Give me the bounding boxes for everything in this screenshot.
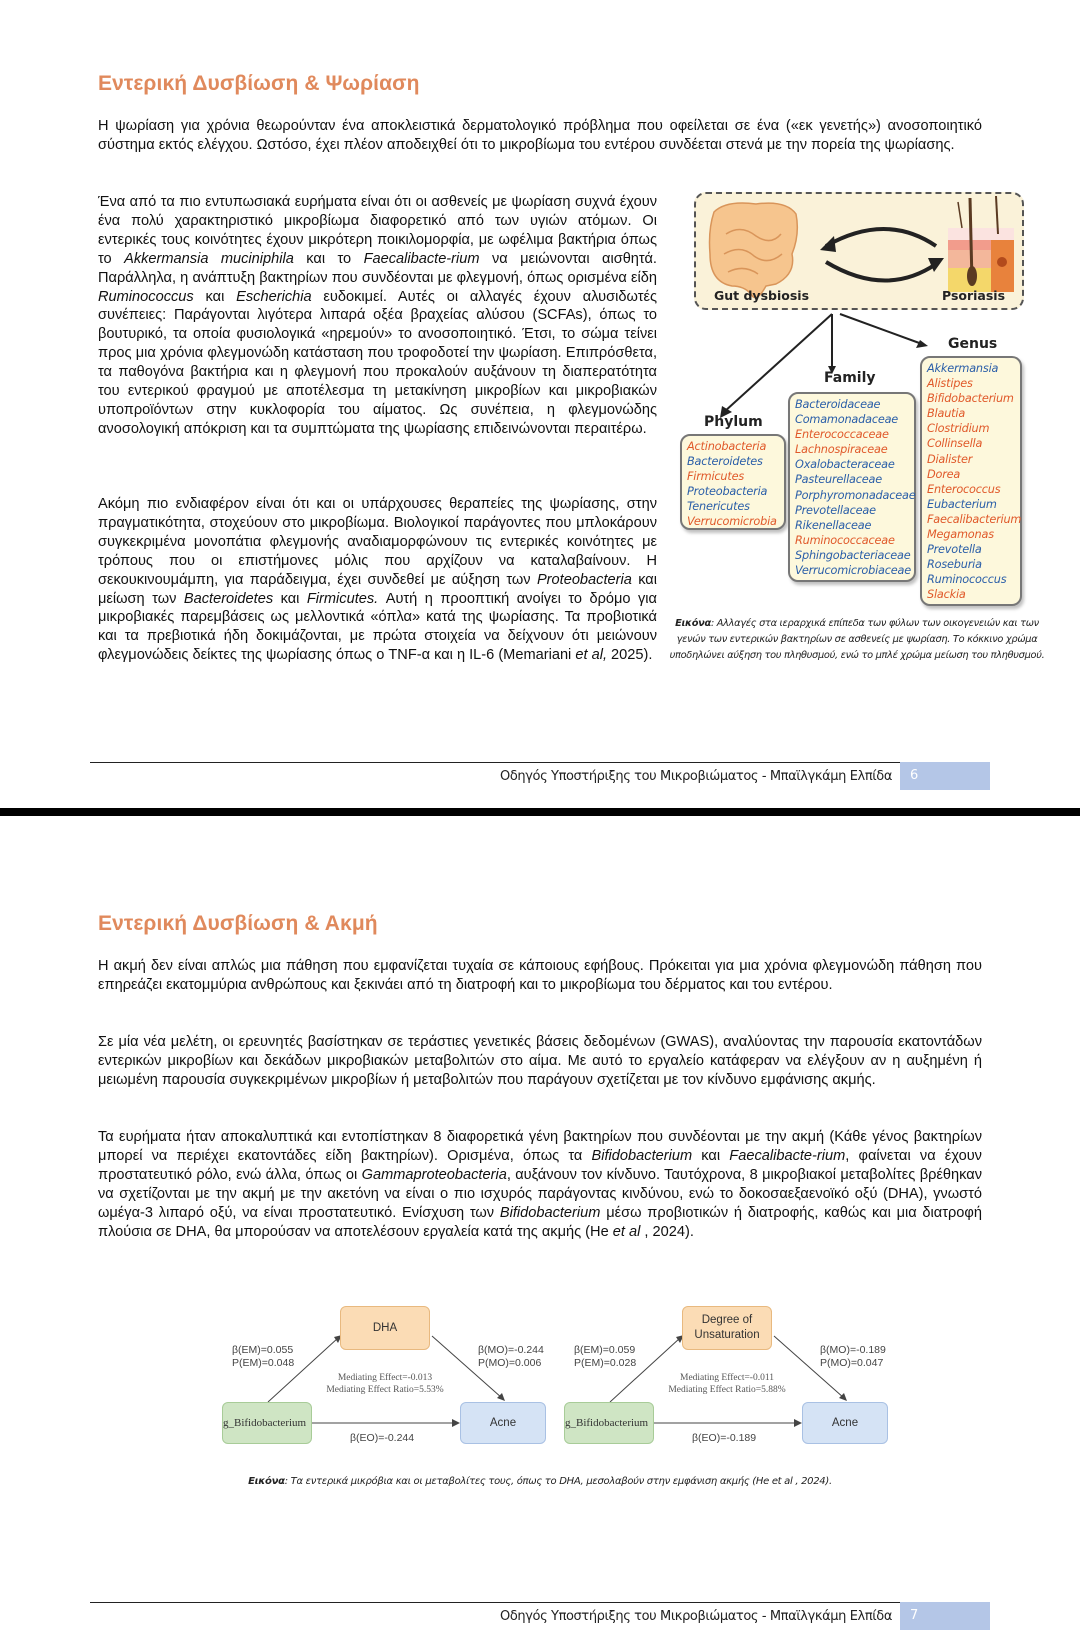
family-item: Pasteurellaceae — [795, 473, 882, 487]
mediator-node: DHA — [340, 1306, 430, 1350]
family-item: Prevotellaceae — [795, 503, 876, 517]
phylum-item: Firmicutes — [687, 470, 745, 484]
family-title: Family — [824, 370, 876, 386]
phylum-item: Bacteroidetes — [687, 455, 763, 469]
family-item: Verrucomicrobiaceae — [795, 564, 911, 578]
p-mo: P(MO)=0.006 — [478, 1357, 542, 1369]
family-item: Enterococcaceae — [795, 428, 889, 442]
page-separator — [0, 808, 1080, 816]
section-heading-acne: Εντερική Δυσβίωση & Ακμή — [98, 912, 378, 935]
mediation-diagram-dha — [220, 1306, 550, 1446]
mediation-diagram-unsaturation — [562, 1306, 892, 1446]
beta-eo: β(EO)=-0.244 — [350, 1432, 415, 1444]
footer-title: Οδηγός Υποστήριξης του Μικροβιώματος - Μπαϊλγκάμη Ελπίδα — [500, 1609, 892, 1624]
genus-item: Collinsella — [927, 437, 983, 451]
genus-title: Genus — [948, 336, 998, 352]
beta-mo: β(MO)=-0.244 — [478, 1344, 544, 1356]
acne-paragraph-1: Η ακμή δεν είναι απλώς μια πάθηση που εμφανίζεται τυχαία σε κάποιους εφήβους. Πρόκειται για μια χρόνια φλεγμονώδη πάθηση που επηρεάζει εκατομμύρια ανθρώπους και ξεκινάει από τη διατροφή και το μικροβίωμα του δέρματος και του εντέρου. — [98, 958, 982, 993]
beta-em: β(EM)=0.055 — [232, 1344, 294, 1356]
phylum-item: Tenericutes — [687, 500, 750, 514]
genus-list — [920, 356, 1022, 606]
phylum-item: Actinobacteria — [687, 440, 767, 453]
family-item: Ruminococcaceae — [795, 533, 895, 547]
figure-caption-psoriasis: Εικόνα: Αλλαγές στα ιεραρχικά επίπεδα των φύλων των οικογενειών και των γενών των εντερικών βακτηρίων σε ασθενείς με ψωρίαση. Το κόκκινο χρώμα υποδηλώνει αύξηση του πληθυσμού, ενώ το μπλέ χρώμα μείωση του πληθυσμού. — [669, 618, 1045, 661]
genus-item: Eubacterium — [927, 497, 997, 511]
outcome-node: Acne — [460, 1402, 546, 1444]
family-item: Rikenellaceae — [795, 518, 872, 532]
genus-item: Slackia — [927, 588, 966, 602]
p-em: P(EM)=0.048 — [232, 1357, 295, 1369]
psoriasis-label: Psoriasis — [942, 288, 1006, 303]
outcome-node: Acne — [802, 1402, 888, 1444]
genus-item: Roseburia — [927, 558, 982, 572]
family-list — [788, 392, 916, 582]
genus-item: Blautia — [927, 407, 966, 421]
family-item: Oxalobacteraceae — [795, 458, 895, 472]
mediating-effect: Mediating Effect=-0.011 — [680, 1373, 774, 1383]
exposure-node: g_Bifidobacterium — [222, 1402, 312, 1444]
footer-title: Οδηγός Υποστήριξης του Μικροβιώματος - Μπαϊλγκάμη Ελπίδα — [500, 769, 892, 784]
family-item: Sphingobacteriaceae — [795, 548, 911, 562]
page-7 — [0, 816, 1080, 1644]
genus-item: Ruminococcus — [927, 573, 1007, 587]
beta-eo: β(EO)=-0.189 — [692, 1432, 757, 1444]
acne-paragraph-3: Τα ευρήματα ήταν αποκαλυπτικά και εντοπίστηκαν 8 διαφορετικά γένη βακτηρίων που συνδέονται με την ακμή (Κάθε γένος βακτηρίων μπορεί να περιέχει εκατοντάδες είδη βακτηρίων). Ορισμένα, όπως τα Bifidobacterium και Faecalibacte-rium, φαίνεται να έχουν προστατευτικό ρόλο, ενώ άλλα, όπως οι Gammaproteobacteria, αυξάνουν τον κίνδυνο. Ταυτόχρονα, 8 μικροβιακοί μεταβολίτες βρέθηκαν να σχετίζονται με την ακμή με την ακετόνη να είναι ο πιο ισχυρός παράγοντας κινδύνου, ενώ το δοκοσαεξαενοϊκό οξύ (DHA), γνωστό ωμέγα-3 λιπαρό οξύ, να είναι προστατευτικό. Ενίσχυση των Bifidobacterium μέσω προβιοτικών ή διατροφής, καθώς και μια διατροφή πλούσια σε DHA, θα μπορούσαν να αποτελέσουν εργαλεία κατά της ακμής (He et al , 2024). — [98, 1129, 982, 1240]
family-item: Porphyromonadaceae — [795, 488, 916, 502]
exposure-node: g_Bifidobacterium — [564, 1402, 654, 1444]
phylum-title: Phylum — [704, 414, 763, 430]
phylum-item: Proteobacteria — [687, 485, 768, 499]
psoriasis-microbiome-figure — [672, 190, 1030, 610]
genus-item: Alistipes — [927, 377, 973, 391]
genus-item: Dialister — [927, 452, 973, 466]
genus-item: Dorea — [927, 467, 961, 481]
genus-item: Akkermansia — [927, 362, 999, 375]
family-item: Lachnospiraceae — [795, 443, 888, 457]
family-item: Comamonadaceae — [795, 413, 899, 427]
page-number: 7 — [900, 1602, 990, 1630]
genus-item: Faecalibacterium — [927, 512, 1022, 526]
psoriasis-paragraph-3: Ακόμη πιο ενδιαφέρον είναι ότι και οι υπάρχουσες θεραπείες της ψωρίασης, στην πραγματικότητα, στοχεύουν στο μικροβίωμα. Βιολογικοί παράγοντες που μπλοκάρουν συγκεκριμένα μονοπάτια φλεγμονής αναδιαμορφώνουν τις εντερικές κοινότητες με τρόπους που οι επιστήμονες μόλις που αρχίζουν να καταλαβαίνουν. Η σεκουκινουμάμπη, για παράδειγμα, έχει συνδεθεί με αύξηση των Proteobacteria και μείωση των Bacteroidetes και Firmicutes. Αυτή η προοπτική ανοίγει το δρόμο για μικροβιακές παρεμβάσεις ως μελλοντικά «όπλα» κατά της ψωρίασης. Τα προβιοτικά και τα πρεβιοτικά ήδη δοκιμάζονται, με πρώτα στοιχεία να δείχνουν ότι μειώνουν φλεγμονώδεις δείκτες της ψωρίασης όπως ο TNF-α και η IL-6 (Memariani et al, 2025). — [98, 496, 657, 664]
mediator-node: Degree of Unsaturation — [682, 1306, 772, 1350]
page-6 — [0, 0, 1080, 808]
beta-mo: β(MO)=-0.189 — [820, 1344, 886, 1356]
genus-item: Enterococcus — [927, 482, 1001, 496]
section-heading-psoriasis: Εντερική Δυσβίωση & Ψωρίαση — [98, 72, 420, 95]
genus-item: Megamonas — [927, 528, 994, 542]
phylum-list — [680, 434, 786, 530]
page-number: 6 — [900, 762, 990, 790]
p-em: P(EM)=0.028 — [574, 1357, 637, 1369]
mediating-effect-ratio: Mediating Effect Ratio=5.88% — [668, 1385, 786, 1395]
footer-divider — [90, 762, 900, 763]
mediating-effect-ratio: Mediating Effect Ratio=5.53% — [326, 1385, 444, 1395]
gut-dysbiosis-label: Gut dysbiosis — [714, 288, 810, 303]
acne-paragraph-2: Σε μία νέα μελέτη, οι ερευνητές βασίστηκαν σε τεράστιες γενετικές βάσεις δεδομένων (GWAS), αναλύοντας την παρουσία εκατοντάδων εντερικών μικροβίων και δεκάδων μικροβιακών μεταβολιτών στο αίμα. Με αυτό το εργαλείο κατάφεραν να ελέγξουν αν η αυξημένη ή μειωμένη παρουσία συγκεκριμένων μικροβίων ή μεταβολιτών που παράγουν σχετίζεται με τον κίνδυνο εμφάνισης ακμής. — [98, 1034, 982, 1088]
intro-paragraph: Η ψωρίαση για χρόνια θεωρούνταν ένα αποκλειστικά δερματολογικό πρόβλημα που οφείλεται σε ένα («εκ γενετής») ανοσοποιητικό σύστημα εκτός ελέγχου. Ωστόσο, έχει πλέον αποδειχθεί ότι το μικροβίωμα του εντέρου συνδέεται στενά με την πορεία της ψωρίασης. — [98, 118, 982, 153]
footer-divider — [90, 1602, 900, 1603]
gut-skin-axis-panel — [694, 192, 1024, 310]
phylum-item: Verrucomicrobia — [687, 515, 777, 529]
genus-item: Prevotella — [927, 543, 982, 557]
genus-item: Clostridium — [927, 422, 990, 436]
p-mo: P(MO)=0.047 — [820, 1357, 884, 1369]
psoriasis-paragraph-2: Ένα από τα πιο εντυπωσιακά ευρήματα είναι ότι οι ασθενείς με ψωρίαση συχνά έχουν ένα πολύ χαρακτηριστικό μικροβίωμα διαφορετικό από των υγιών ατόμων. Οι εντερικές τους κοινότητες έχουν μικρότερη ποικιλομορφία, με ωφέλιμα βακτήρια όπως το Akkermansia muciniphila και το Faecalibacte-rium να μειώνονται αισθητά. Παράλληλα, η ανάπτυξη βακτηρίων που συνδέονται με φλεγμονή, όπως ορισμένα είδη Ruminococcus και Escherichia ευδοκιμεί. Αυτές οι αλλαγές έχουν αλυσιδωτές συνέπειες: Παράγονται λιγότερα λιπαρά οξέα βραχείας αλύσου (SCFAs), όπως το βουτυρικό, τα οποία φυσιολογικά «ηρεμούν» το ανοσοποιητικό. Έτσι, το σώμα τείνει προς μια χρόνια φλεγμονώδη κατάσταση που τροφοδοτεί την ψωρίαση. Επιπρόσθετα, τα παθογόνα βακτήρια και η φλεγμονή που προκαλούν αυξάνουν τη διαπερατότητα του εντερικού φραγμού με αποτέλεσμα τη μετακίνηση μικροβίων και μικροβιακών υποπροϊόντων στην κυκλοφορία του αίματος. Ως συνέπεια, η φλεγμονώδης ανοσολογική απόκριση και τα συμπτώματα της ψωρίασης επιδεινώνονται περαιτέρω. — [98, 194, 657, 437]
figure-caption-acne: Εικόνα: Τα εντερικά μικρόβια και οι μεταβολίτες τους, όπως το DHA, μεσολαβούν στην εμφάνιση ακμής (He et al , 2024). — [248, 1476, 832, 1487]
beta-em: β(EM)=0.059 — [574, 1344, 636, 1356]
genus-item: Bifidobacterium — [927, 392, 1014, 406]
family-item: Bacteroidaceae — [795, 398, 881, 411]
mediating-effect: Mediating Effect=-0.013 — [337, 1373, 433, 1383]
